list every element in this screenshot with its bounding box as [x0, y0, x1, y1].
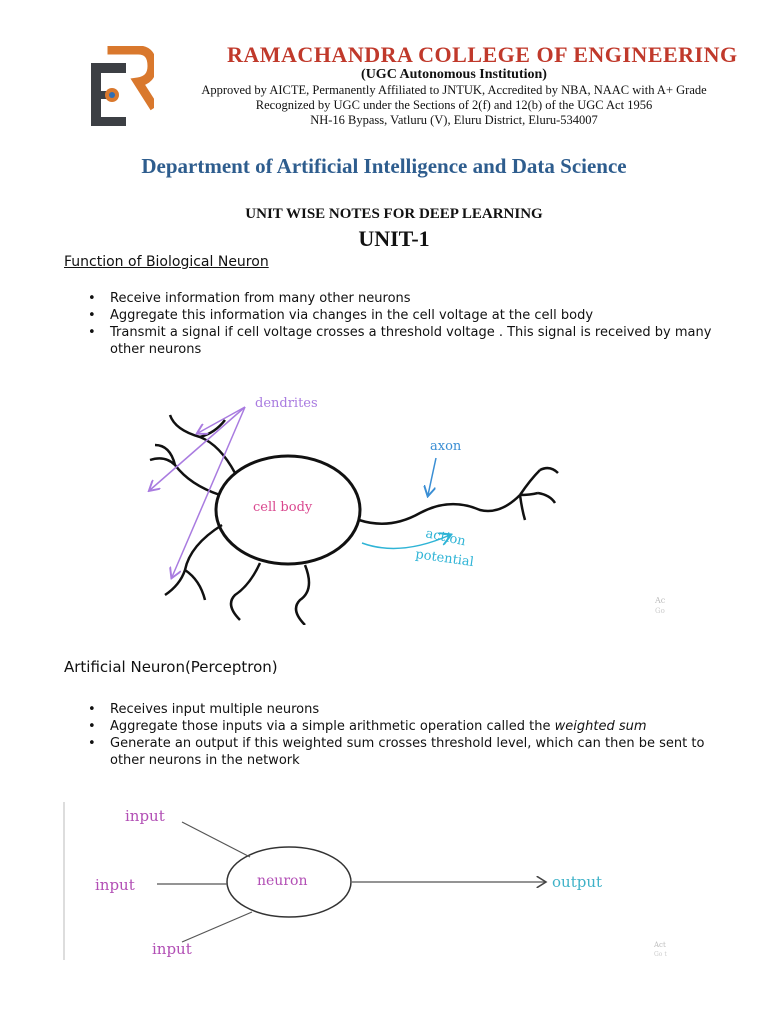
approval-line: Approved by AICTE, Permanently Affiliated to JNTUK, Accredited by NBA, NAAC with A+ Grade	[201, 83, 707, 97]
axon-label: axon	[430, 439, 462, 454]
action-label: action	[424, 526, 468, 550]
potential-label: potential	[414, 547, 475, 571]
input-label: input	[125, 807, 165, 825]
list-item: • Receive information from many other neurons	[88, 291, 411, 306]
college-logo-icon	[82, 46, 154, 126]
watermark-text: Act	[654, 941, 666, 949]
dendrites-label: dendrites	[255, 396, 318, 411]
biological-neuron-heading: Function of Biological Neuron	[64, 254, 269, 270]
cell-body-label: cell body	[253, 500, 313, 515]
watermark-text: Ac	[655, 596, 666, 605]
department-title: Department of Artificial Intelligence and Data Science	[141, 154, 627, 178]
college-address: NH-16 Bypass, Vatluru (V), Eluru District, Eluru-534007	[310, 113, 598, 127]
unit-title: UNIT-1	[358, 226, 430, 251]
neuron-label: neuron	[257, 873, 308, 889]
input-label: input	[152, 940, 192, 958]
weighted-sum-term: weighted sum	[554, 719, 647, 734]
biological-neuron-diagram	[130, 385, 680, 625]
recognition-line: Recognized by UGC under the Sections of 2(f) and 12(b) of the UGC Act 1956	[255, 98, 653, 112]
list-item: • Aggregate those inputs via a simple arithmetic operation called the weighted sum	[88, 719, 647, 734]
input-label: input	[95, 876, 135, 894]
watermark-text: Go t	[654, 951, 667, 958]
college-name: RAMACHANDRA COLLEGE OF ENGINEERING	[227, 42, 738, 67]
artificial-neuron-list	[64, 701, 724, 769]
list-item: • Generate an output if this weighted sum crosses threshold level, which can then be sent to other neurons in the network	[88, 736, 705, 768]
artificial-neuron-heading: Artificial Neuron(Perceptron)	[64, 658, 278, 676]
list-item: • Transmit a signal if cell voltage crosses a threshold voltage . This signal is received by many other neurons	[88, 325, 712, 357]
list-item: • Aggregate this information via changes in the cell voltage at the cell body	[88, 308, 594, 323]
biological-neuron-list	[64, 290, 724, 358]
autonomous-status: (UGC Autonomous Institution)	[361, 67, 547, 82]
perceptron-diagram	[62, 802, 670, 962]
watermark-text: Go	[655, 607, 665, 615]
college-header	[62, 40, 742, 132]
notes-title: UNIT WISE NOTES FOR DEEP LEARNING	[245, 206, 543, 222]
output-label: output	[552, 873, 603, 891]
list-item: • Receives input multiple neurons	[88, 702, 320, 717]
